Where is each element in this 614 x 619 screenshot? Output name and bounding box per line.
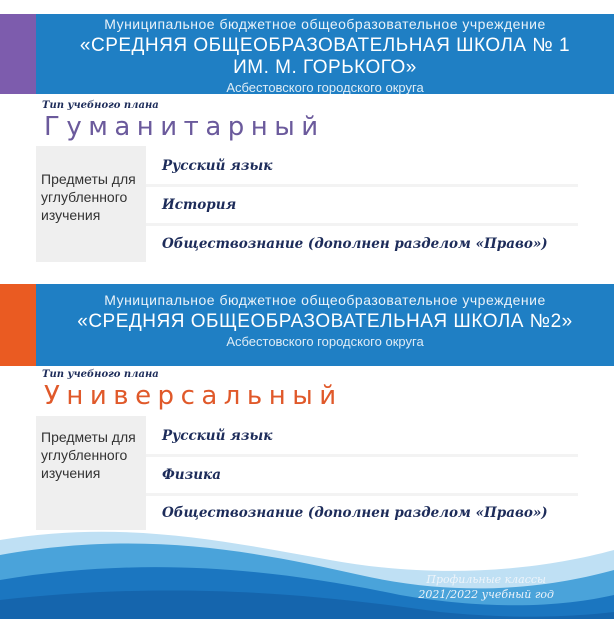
accent-bar-school-1 <box>0 14 36 94</box>
school-2-org-type: Муниципальное бюджетное общеобразовательное учреждение <box>104 292 546 308</box>
school-1-org-type: Муниципальное бюджетное общеобразовательное учреждение <box>104 16 546 32</box>
school-2-plan-type-label: Тип учебного плана <box>42 369 159 380</box>
footer-line1: Профильные классы <box>426 573 546 586</box>
school-1-plan-type-label: Тип учебного плана <box>42 100 159 111</box>
list-item: Физика <box>146 457 578 493</box>
list-item: Обществознание (дополнен разделом «Право») <box>146 226 578 262</box>
school-2-district: Асбестовского городского округа <box>226 334 424 349</box>
list-item: Русский язык <box>146 416 578 454</box>
school-1-subjects-list <box>146 146 578 262</box>
school-1-banner <box>36 14 614 94</box>
school-1-district: Асбестовского городского округа <box>226 80 424 95</box>
school-2-name-line1: «СРЕДНЯЯ ОБЩЕОБРАЗОВАТЕЛЬНАЯ ШКОЛА №2» <box>77 311 573 332</box>
list-item: История <box>146 187 578 223</box>
accent-bar-school-2 <box>0 284 36 366</box>
school-2-subjects-header: Предметы для углубленного изучения <box>36 416 146 530</box>
list-item: Русский язык <box>146 146 578 184</box>
school-1-name-line2: ИМ. М. ГОРЬКОГО» <box>233 57 417 78</box>
school-1-plan-type: Гуманитарный <box>44 112 325 142</box>
list-item: Обществознание (дополнен разделом «Право») <box>146 496 578 530</box>
school-1-subjects-table <box>36 146 578 262</box>
school-2-plan-type: Универсальный <box>44 381 343 411</box>
footer-caption <box>418 572 554 602</box>
school-1-name-line1: «СРЕДНЯЯ ОБЩЕОБРАЗОВАТЕЛЬНАЯ ШКОЛА № 1 <box>79 35 571 56</box>
school-1-subjects-header: Предметы для углубленного изучения <box>36 146 146 262</box>
footer-line2: 2021/2022 учебный год <box>418 588 554 601</box>
school-2-banner <box>36 284 614 366</box>
